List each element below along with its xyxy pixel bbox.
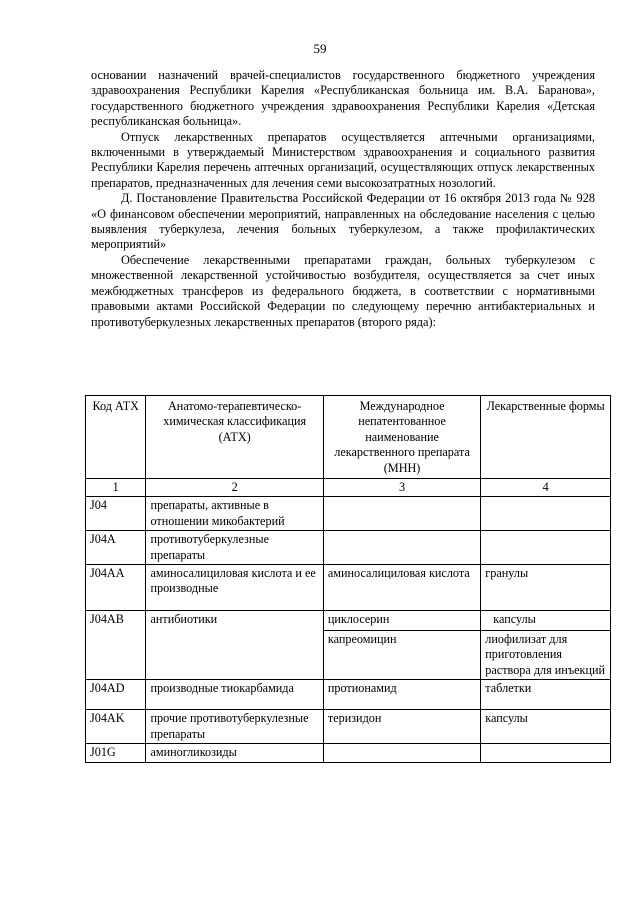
column-number: 3 <box>323 479 480 497</box>
cell-inn: аминосалициловая кислота <box>323 565 480 611</box>
table-row <box>86 744 611 762</box>
cell-form <box>481 497 611 531</box>
cell-code: J04AB <box>86 611 146 680</box>
header-atc-classification: Анатомо-терапевтическо-химическая классификация (АТХ) <box>146 396 323 479</box>
table-header-row <box>86 396 611 479</box>
cell-code: J04AK <box>86 710 146 744</box>
cell-atc: препараты, активные в отношении микобактерий <box>146 497 323 531</box>
cell-atc: аминосалициловая кислота и ее производные <box>146 565 323 611</box>
cell-atc: антибиотики <box>146 611 323 680</box>
cell-atc: противотуберкулезные препараты <box>146 531 323 565</box>
cell-code: J01G <box>86 744 146 762</box>
cell-form: таблетки <box>481 680 611 710</box>
table-row <box>86 565 611 611</box>
cell-form <box>481 744 611 762</box>
header-inn: Международное непатентованное наименование лекарственного препарата (МНН) <box>323 396 480 479</box>
column-number-row <box>86 479 611 497</box>
cell-atc: производные тиокарбамида <box>146 680 323 710</box>
cell-inn: теризидон <box>323 710 480 744</box>
page-number: 59 <box>313 41 327 56</box>
cell-inn <box>323 744 480 762</box>
cell-code: J04 <box>86 497 146 531</box>
header-dosage-forms: Лекарственные формы <box>481 396 611 479</box>
cell-inn <box>323 531 480 565</box>
cell-atc: прочие противотуберкулезные препараты <box>146 710 323 744</box>
body-text <box>91 68 595 330</box>
paragraph: Д. Постановление Правительства Российской Федерации от 16 октября 2013 года № 928 «О финансовом обеспечении мероприятий, направленных на обследование населения с целью выявления туберкулеза, лечения больных туберкулезом, а также профилактических мероприятий» <box>91 191 595 252</box>
table-row <box>86 611 611 631</box>
cell-inn: протионамид <box>323 680 480 710</box>
drug-table <box>85 395 611 763</box>
column-number: 1 <box>86 479 146 497</box>
column-number: 4 <box>481 479 611 497</box>
cell-inn: капреомицин <box>323 631 480 680</box>
paragraph: Отпуск лекарственных препаратов осуществляется аптечными организациями, включенными в утверждаемый Министерством здравоохранения и социального развития Республики Карелия перечень аптечных организаций, осуществляющих отпуск лекарственных препаратов, предназначенных для лечения семи высокозатратных нозологий. <box>91 129 595 190</box>
paragraph: основании назначений врачей-специалистов государственного бюджетного учреждения здравоохранения Республики Карелия «Республиканская больница им. В.А. Баранова», государственного бюджетного учреждения здравоохранения Республики Карелия «Детская республиканская больница». <box>91 68 595 129</box>
cell-form <box>481 531 611 565</box>
cell-code: J04AD <box>86 680 146 710</box>
cell-code: J04AA <box>86 565 146 611</box>
cell-form: капсулы <box>481 611 611 631</box>
table-row <box>86 710 611 744</box>
table-row <box>86 497 611 531</box>
cell-inn: циклосерин <box>323 611 480 631</box>
cell-form: лиофилизат для приготовления раствора для инъекций <box>481 631 611 680</box>
cell-form: гранулы <box>481 565 611 611</box>
paragraph: Обеспечение лекарственными препаратами граждан, больных туберкулезом с множественной лекарственной устойчивостью возбудителя, осуществляется за счет иных межбюджетных трансферов из федерального бюджета, в соответствии с нормативными правовыми актами Российской Федерации по следующему перечню антибактериальных и противотуберкулезных лекарственных препаратов (второго ряда): <box>91 252 595 329</box>
cell-atc: аминогликозиды <box>146 744 323 762</box>
cell-form: капсулы <box>481 710 611 744</box>
header-atc-code: Код АТХ <box>86 396 146 479</box>
table-row <box>86 531 611 565</box>
table-row <box>86 680 611 710</box>
column-number: 2 <box>146 479 323 497</box>
cell-inn <box>323 497 480 531</box>
cell-code: J04A <box>86 531 146 565</box>
